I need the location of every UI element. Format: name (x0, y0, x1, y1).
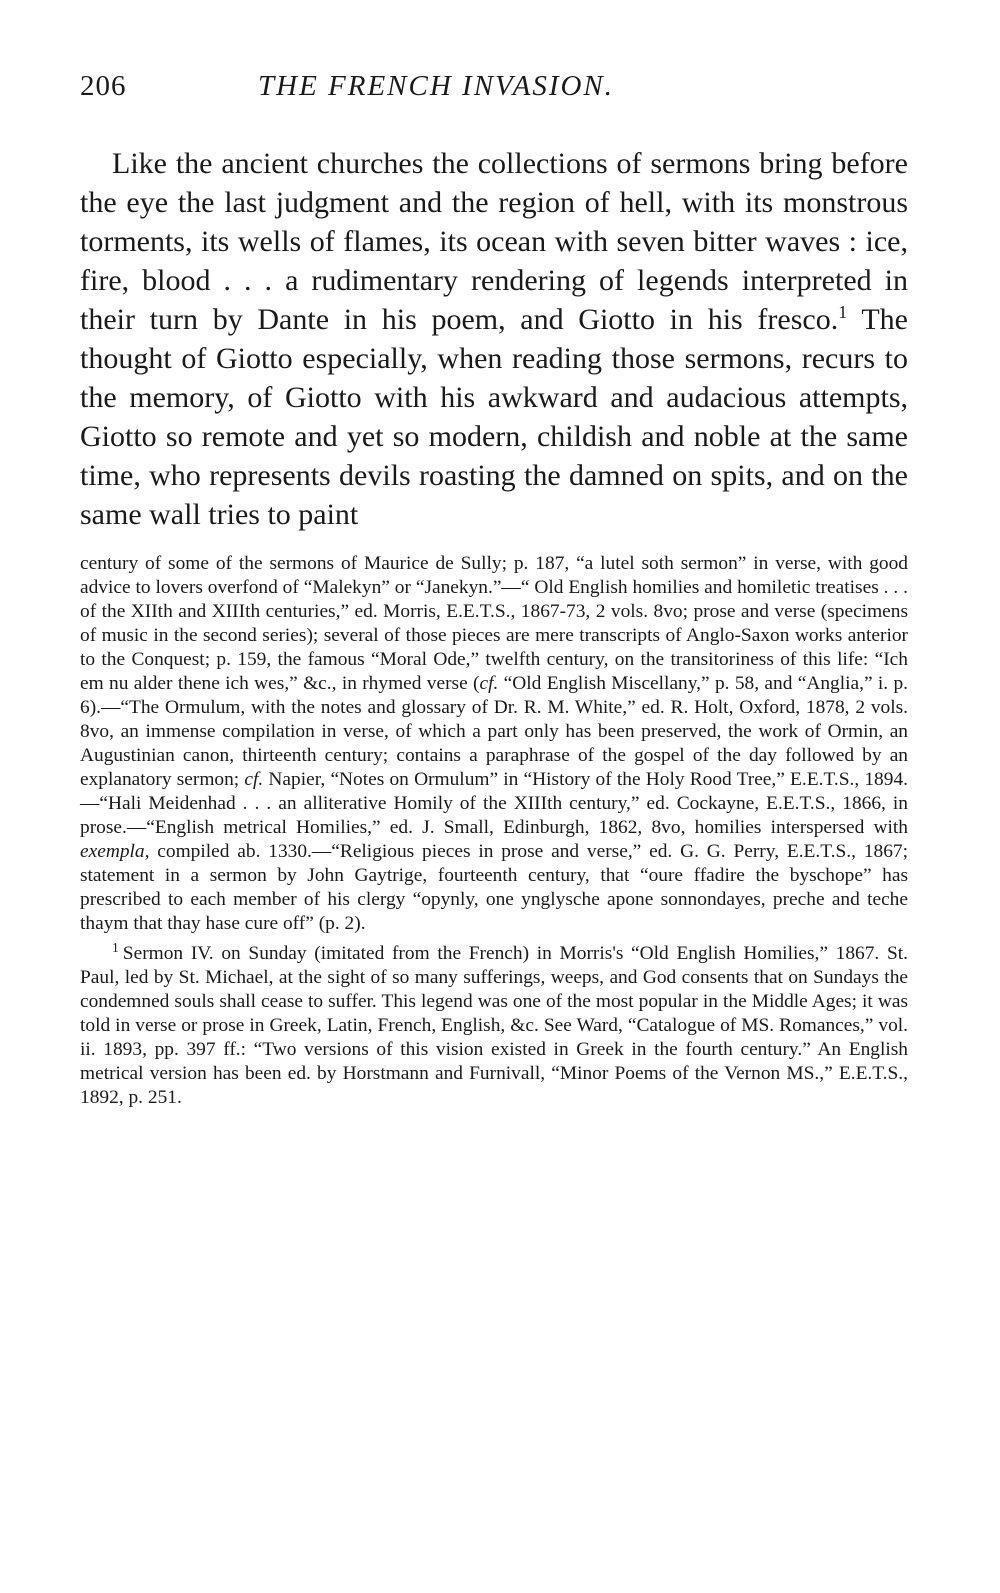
footnote-continued-part-2: “Old English Miscellany,” p. 58, and “Anglia,” i. p. 6).—“The Ormulum, with the notes and glossary of Dr. R. M. White,” ed. R. Holt, Oxford, 1878, 2 vols. 8vo, an immense compilation in verse, of which a part only has been preserved, the work of Ormin, an Augustinian canon, thirteenth century; contains a paraphrase of the gospel of the day followed by an explanatory sermon; (80, 673, 908, 790)
footnote-continued-part-3: Napier, “Notes on Ormulum” in “History of the Holy Rood Tree,” E.E.T.S., 1894.—“Hali Meidenhad . . . an alliterative Homily of the XIIIth century,” ed. Cockayne, E.E.T.S., 1866, in prose.—“English metrical Homilies,” ed. J. Small, Edinburgh, 1862, 8vo, homilies interspersed with (80, 769, 908, 838)
page-number: 206 (80, 70, 127, 102)
footnote-continued-part-4: compiled ab. 1330.—“Religious pieces in prose and verse,” ed. G. G. Perry, E.E.T.S., 1867; statement in a sermon by John Gaytrige, fourteenth century, that “oure ffadire the byschope” has prescribed to each member of his clergy “opynly, one ynglysche apone sonnondayes, preche and teche thaym that thay hase cure off” (p. 2). (80, 841, 908, 934)
running-head (80, 70, 908, 114)
footnote-1 (80, 939, 908, 1110)
footnote-cf-1: cf. (479, 673, 499, 694)
footnote-1-marker: 1 (112, 939, 119, 955)
main-paragraph (80, 144, 908, 534)
footnote-continued (80, 552, 908, 936)
footnote-1-text: Sermon IV. on Sunday (imitated from the French) in Morris's “Old English Homilies,” 1867. St. Paul, led by St. Michael, at the sight of so many sufferings, weeps, and God consents that on Sundays the condemned souls shall cease to suffer. This legend was one of the most popular in the Middle Ages; it was told in verse or prose in Greek, Latin, French, English, &c. See Ward, “Catalogue of MS. Romances,” vol. ii. 1893, pp. 397 ff.: “Two versions of this vision existed in Greek in the fourth century.” An English metrical version has been ed. by Horstmann and Furnivall, “Minor Poems of the Vernon MS.,” E.E.T.S., 1892, p. 251. (80, 943, 908, 1108)
footnote-continued-part-1: century of some of the sermons of Maurice de Sully; p. 187, “a lutel soth sermon” in verse, with good advice to lovers overfond of “Malekyn” or “Janekyn.”—“ Old English homilies and homiletic treatises . . . of the XIIth and XIIIth centuries,” ed. Morris, E.E.T.S., 1867-73, 2 vols. 8vo; prose and verse (specimens of music in the second series); several of those pieces are mere transcripts of Anglo-Saxon works anterior to the Conquest; p. 159, the famous “Moral Ode,” twelfth century, on the transitoriness of this life: “Ich em nu alder thene ich wes,” &c., in rhymed verse ( (80, 553, 908, 694)
footnote-cf-2: cf. (244, 769, 264, 790)
footnotes (80, 552, 908, 1110)
footnote-exempla: exempla, (80, 841, 150, 862)
main-text-part-1: Like the ancient churches the collections of sermons bring before the eye the last judgment and the region of hell, with its monstrous torments, its wells of flames, its ocean with seven bitter waves : ice, fire, blood . . . a rudimentary rendering of legends interpreted in their turn by Dante in his poem, and Giotto in his fresco. (80, 147, 908, 336)
book-page (80, 70, 908, 1110)
footnote-reference: 1 (838, 302, 848, 322)
main-text-part-2: The thought of Giotto especially, when reading those sermons, recurs to the memory, of Giotto with his awkward and audacious attempts, Giotto so remote and yet so modern, childish and noble at the same time, who represents devils roasting the damned on spits, and on the same wall tries to paint (80, 303, 908, 531)
running-title: THE FRENCH INVASION. (258, 70, 615, 102)
